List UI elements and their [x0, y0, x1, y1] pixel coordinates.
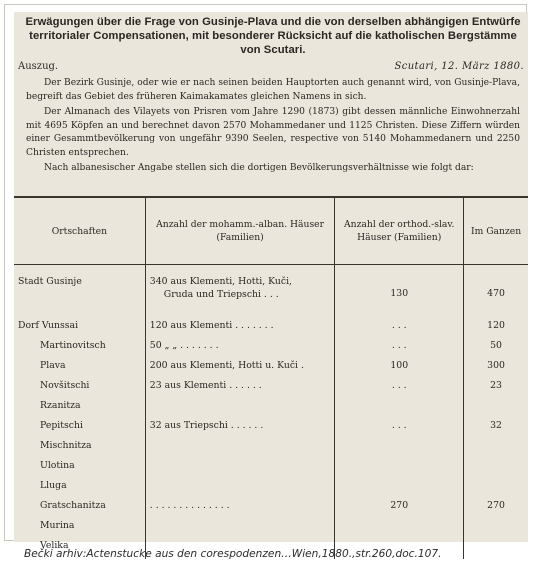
header-mohamm: Anzahl der mohamm.-alban. Häuser (Familien)	[145, 198, 335, 265]
paragraph-text: Der Almanach des Vilayets von Prisren vom Jahre 1290 (1873) gibt dessen männliche Einwohnerzahl mit 4695 Köpfen an und berechnet davon 2570 Mohammedaner und 1125 Christen. Diese Ziffern würden einer Gesammtbevölkerung von ungefähr 9390 Seelen, respective von 5140 Mohammedanern und 2250 Christen entsprechen.	[26, 107, 520, 158]
cell-orthodox	[335, 439, 464, 459]
table-row	[14, 265, 528, 320]
cell-muslim	[145, 479, 335, 499]
cell-place: Dorf Vunssai	[14, 319, 145, 339]
cell-orthodox	[335, 479, 464, 499]
table-row	[14, 359, 528, 379]
table-row	[14, 459, 528, 479]
cell-orthodox: 100	[335, 359, 464, 379]
cell-place: Rzanitza	[14, 399, 145, 419]
place-date: Scutari, 12. März 1880.	[394, 61, 524, 72]
document-title	[20, 15, 526, 57]
cell-place: Murina	[14, 519, 145, 539]
title-line: territorialer Compensationen, mit besonderer Rücksicht auf die katholischen Bergstämme	[29, 30, 517, 42]
cell-orthodox	[335, 399, 464, 419]
image-caption: Bečki arhiv:Actenstucke aus den corespodenzen…Wien,1880.,str.260,doc.107.	[24, 548, 442, 560]
table-row	[14, 339, 528, 359]
cell-orthodox	[335, 459, 464, 479]
cell-place: Gratschanitza	[14, 499, 145, 519]
cell-total: 470	[487, 288, 505, 299]
header-ortschaften: Ortschaften	[14, 198, 145, 265]
cell-text: 340 aus Klementi, Hotti, Kuči,	[149, 276, 293, 287]
cell-total: 120	[487, 320, 505, 331]
cell-muslim	[145, 265, 335, 320]
cell-total: 32	[490, 420, 502, 431]
auszug-label: Auszug.	[18, 61, 59, 72]
title-line: Erwägungen über die Frage von Gusinje-Plava und die von derselben abhängigen Entwürfe	[25, 16, 521, 28]
cell-place: Plava	[14, 359, 145, 379]
cell-muslim	[145, 439, 335, 459]
cell-orthodox: 270	[335, 499, 464, 519]
header-orthod: Anzahl der orthod.-slav. Häuser (Familien)	[335, 198, 464, 265]
cell-orthodox: . . .	[335, 339, 464, 359]
table-row	[14, 399, 528, 419]
cell-muslim	[145, 399, 335, 419]
cell-total: 23	[490, 380, 502, 391]
cell-muslim: 32 aus Triepschi . . . . . .	[145, 419, 335, 439]
cell-place: Novšitschi	[14, 379, 145, 399]
paragraph	[26, 106, 520, 160]
cell-place: Ulotina	[14, 459, 145, 479]
paragraph-text: Der Bezirk Gusinje, oder wie er nach seinen beiden Hauptorten auch genannt wird, von Gusinje-Plava, begreift das Gebiet des früheren Kaimakamates gleichen Namens in sich.	[26, 78, 520, 102]
cell-muslim: 200 aus Klementi, Hotti u. Kuči .	[145, 359, 335, 379]
cell-muslim: 23 aus Klementi . . . . . .	[145, 379, 335, 399]
table-header-row	[14, 198, 528, 265]
cell-muslim	[145, 459, 335, 479]
cell-orthodox	[335, 519, 464, 539]
table-row	[14, 519, 528, 539]
cell-total: 300	[487, 360, 505, 371]
cell-total	[464, 439, 528, 459]
cell-place: Velika	[14, 539, 145, 559]
title-line: von Scutari.	[240, 44, 306, 56]
meta-line	[14, 61, 528, 75]
cell-orthodox: . . .	[335, 379, 464, 399]
table-row	[14, 379, 528, 399]
cell-total	[464, 519, 528, 539]
cell-total	[464, 539, 528, 559]
cell-place: Mischnitza	[14, 439, 145, 459]
cell-orthodox: . . .	[335, 419, 464, 439]
cell-place: Stadt Gusinje	[14, 265, 145, 320]
cell-total	[464, 399, 528, 419]
table-row	[14, 499, 528, 519]
cell-muslim: . . . . . . . . . . . . . .	[145, 499, 335, 519]
image-frame	[4, 4, 527, 551]
cell-total: 50	[490, 340, 502, 351]
cell-place: Lluga	[14, 479, 145, 499]
population-table	[14, 198, 528, 559]
cell-place: Martinovitsch	[14, 339, 145, 359]
cell-total: 270	[487, 500, 505, 511]
paragraph-text: Nach albanesischer Angabe stellen sich die dortigen Bevölkerungsverhältnisse wie folgt dar:	[44, 163, 474, 173]
table-row	[14, 419, 528, 439]
paragraph	[26, 77, 520, 104]
table-row	[14, 479, 528, 499]
cell-text: Gruda und Triepschi . . .	[163, 289, 279, 300]
table-row	[14, 439, 528, 459]
cell-orthodox: 130	[335, 265, 464, 320]
header-total: Im Ganzen	[464, 198, 528, 265]
cell-place: Pepitschi	[14, 419, 145, 439]
paragraph	[26, 162, 520, 176]
cell-muslim	[145, 519, 335, 539]
cell-muslim: 50 „ „ . . . . . . .	[145, 339, 335, 359]
cell-total	[464, 479, 528, 499]
cell-muslim: 120 aus Klementi . . . . . . .	[145, 319, 335, 339]
scanned-document	[14, 12, 528, 551]
table-row	[14, 319, 528, 339]
cell-total	[464, 459, 528, 479]
cell-orthodox: . . .	[335, 319, 464, 339]
